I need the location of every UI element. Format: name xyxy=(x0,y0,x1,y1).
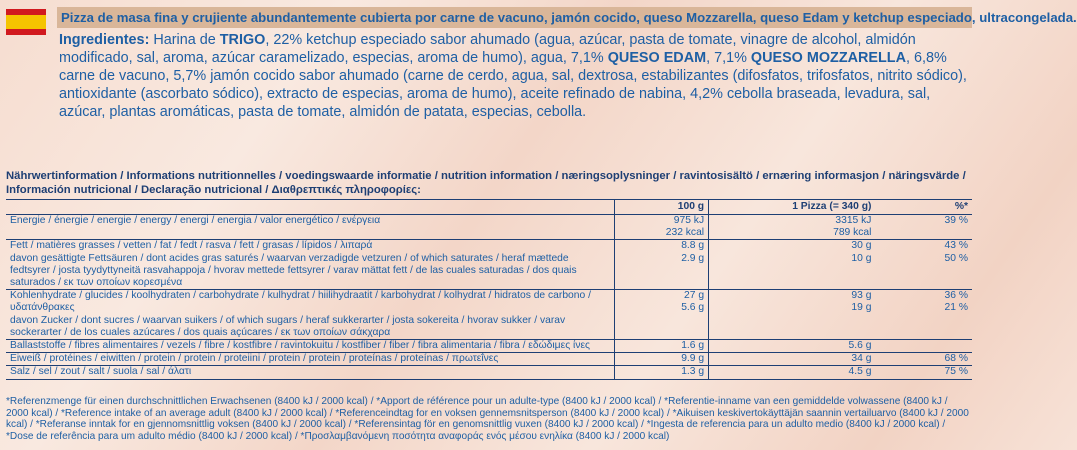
nutrition-heading: Nährwertinformation / Informations nutritionnelles / voedingswaarde informatie / nutrition information / næringsoplysninger / ravintosisältö / ernæring informasjon / näringsvärde / Información nutricional / Declaração nutricional / Διαθρεπτικές πληροφορίες: xyxy=(6,170,966,196)
energy-100g xyxy=(615,215,709,240)
energy-pizza-kcal: 789 kcal xyxy=(833,227,872,239)
sugar-pizza-value: 19 g xyxy=(851,302,872,314)
allergen-wheat: TRIGO xyxy=(219,32,266,48)
saturates-label: davon gesättigte Fettsäuren / dont acides gras saturés / waarvan verzadigde vetzuren / of which saturates / heraf mættede fedtsyrer / josta tyydyttyneitä rasvahappoja / hvorav mettede fettsyrer / varav mättat fett / de las cuales saturadas / dos quais saturados / εκ των οποίων κορεσμένα xyxy=(10,252,577,289)
fibre-pizza: 5.6 g xyxy=(709,340,876,353)
table-row-fat xyxy=(6,240,972,290)
salt-100g: 1.3 g xyxy=(615,366,709,379)
product-title: Pizza de masa fina y crujiente abundantemente cubierta por carne de vacuno, jamón cocido, queso Mozzarella, queso Edam y ketchup especiado, ultracongelada. xyxy=(57,7,972,28)
allergen-edam: QUESO EDAM xyxy=(607,50,707,66)
energy-100g-kcal: 232 kcal xyxy=(665,227,705,239)
salt-label: Salz / sel / zout / salt / suola / sal / άλατι xyxy=(6,366,615,379)
salt-pizza: 4.5 g xyxy=(709,366,876,379)
fibre-100g: 1.6 g xyxy=(615,340,709,353)
ingredients-label: Ingredientes: xyxy=(59,32,150,48)
allergen-mozzarella: QUESO MOZZARELLA xyxy=(750,50,906,66)
header-percent: %* xyxy=(875,200,972,215)
saturates-pizza-value: 10 g xyxy=(851,252,872,264)
nutrition-table xyxy=(6,199,972,380)
carb-label: Kohlenhydrate / glucides / koolhydraten / carbohydrate / kulhydrat / hiilihydraatit / karbohydrat / kolhydrat / hidratos de carbono / υδατάνθρακες xyxy=(10,290,591,314)
fat-label: Fett / matières grasses / vetten / fat / fedt / rasva / fett / grasas / lípidos / λιπαρά xyxy=(10,240,373,252)
table-header-row xyxy=(6,200,972,215)
ingredients-part: , 7,1% xyxy=(706,50,751,66)
protein-pizza: 34 g xyxy=(709,353,876,366)
fat-labels xyxy=(6,240,615,290)
fat-percent-value: 43 % xyxy=(944,240,968,252)
table-row-carbohydrate xyxy=(6,290,972,340)
table-row-protein xyxy=(6,353,972,366)
fat-percent xyxy=(875,240,972,290)
header-label-cell xyxy=(6,200,615,215)
fibre-label: Ballaststoffe / fibres alimentaires / vezels / fibre / kostfibre / ravintokuitu / kostfiber / fiber / fibra alimentaria / fibra / εδώδιμες ίνες xyxy=(6,340,615,353)
energy-pizza-kj: 3315 kJ xyxy=(835,215,872,226)
saturates-100g-value: 2.9 g xyxy=(681,252,705,264)
fat-100g xyxy=(615,240,709,290)
table-row-salt xyxy=(6,366,972,379)
ingredients-part: Harina de xyxy=(149,32,220,48)
energy-percent: 39 % xyxy=(875,215,972,240)
energy-100g-kj: 975 kJ xyxy=(673,215,705,226)
protein-label: Eiweiß / protéines / eiwitten / protein / protein / proteiini / protein / protein / proteínas / proteínas / πρωτεΐνες xyxy=(6,353,615,366)
protein-100g: 9.9 g xyxy=(615,353,709,366)
carb-percent xyxy=(875,290,972,340)
energy-label: Energie / énergie / energie / energy / energi / energia / valor energético / ενέργεια xyxy=(6,215,615,240)
spanish-flag-icon xyxy=(6,9,46,35)
carb-pizza-value: 93 g xyxy=(851,290,872,302)
header-100g: 100 g xyxy=(615,200,709,215)
carb-percent-value: 36 % xyxy=(944,290,968,302)
carb-100g-value: 27 g xyxy=(684,290,705,302)
reference-intake-note: *Referenzmenge für einen durchschnittlichen Erwachsenen (8400 kJ / 2000 kcal) / *Apport de référence pour un adulte-type (8400 kJ / 2000 kcal) / *Referentie-inname van een gemiddelde volwassene (8400 kJ / 2000 kcal) / *Reference intake of an average adult (8400 kJ / 2000 kcal) / *Referenceindtag for en voksen gennemsnitsperson (8400 kJ / 2000 kcal) / *Aikuisen keskivertokäyttäjän saannin vertailuarvo (8400 kJ / 2000 kcal) / *Referanse inntak for en gjennomsnittlig voksen (8400 kJ / 2000 kcal) / *Referensintag för en genomsnittlig vuxen (8400 kJ / 2000 kcal) / *Ingesta de referencia para un adulto medio (8400 kJ / 2000 kcal) / *Dose de referência para um adulto médio (8400 kJ / 2000 kcal) / *Προσλαμβανόμενη ποσότητα αναφοράς ενός μέσου ενηλίκα (8400 kJ / 2000 kcal) xyxy=(6,396,969,442)
header-pizza: 1 Pizza (= 340 g) xyxy=(709,200,876,215)
fat-pizza-value: 30 g xyxy=(851,240,872,252)
saturates-percent-value: 50 % xyxy=(944,252,968,264)
fibre-percent xyxy=(875,340,972,353)
ingredients-text xyxy=(59,31,971,121)
energy-pizza xyxy=(709,215,876,240)
table-row-energy xyxy=(6,215,972,240)
carb-pizza xyxy=(709,290,876,340)
ingredients-part: , 6,8% carne de vacuno, 5,7% jamón cocido sabor ahumado (carne de cerdo, agua, sal, dextrosa, estabilizantes (difosfatos, trifosfatos, nitrito sódico), antioxidante (ascorbato sódico), extracto de especias, aroma de humo), aceite refinado de nabina, 4,2% cebolla braseada, levadura, sal, azúcar, plantas aromáticas, pasta de tomate, almidón de patata, especias, cebolla. xyxy=(59,50,967,120)
carb-labels xyxy=(6,290,615,340)
sugar-100g-value: 5.6 g xyxy=(681,302,705,314)
fat-100g-value: 8.8 g xyxy=(681,240,705,252)
sugar-label: davon Zucker / dont sucres / waarvan suikers / of which sugars / heraf sukkerarter / josta sokereita / hvorav sukker / varav sockerarter / de los cuales azúcares / dos quais açúcares / εκ των οποίων σάκχαρα xyxy=(10,314,566,338)
ingredients-part: , 22% ketchup especiado sabor ahumado (agua, azúcar, pasta de tomate, vinagre de alcohol, almidón modificado, sal, aroma, azúcar caramelizado, especias, aroma de humo), agua, 7,1% xyxy=(59,32,916,66)
carb-100g xyxy=(615,290,709,340)
sugar-percent-value: 21 % xyxy=(944,302,968,314)
table-row-fibre xyxy=(6,340,972,353)
salt-percent: 75 % xyxy=(875,366,972,379)
protein-percent: 68 % xyxy=(875,353,972,366)
fat-pizza xyxy=(709,240,876,290)
